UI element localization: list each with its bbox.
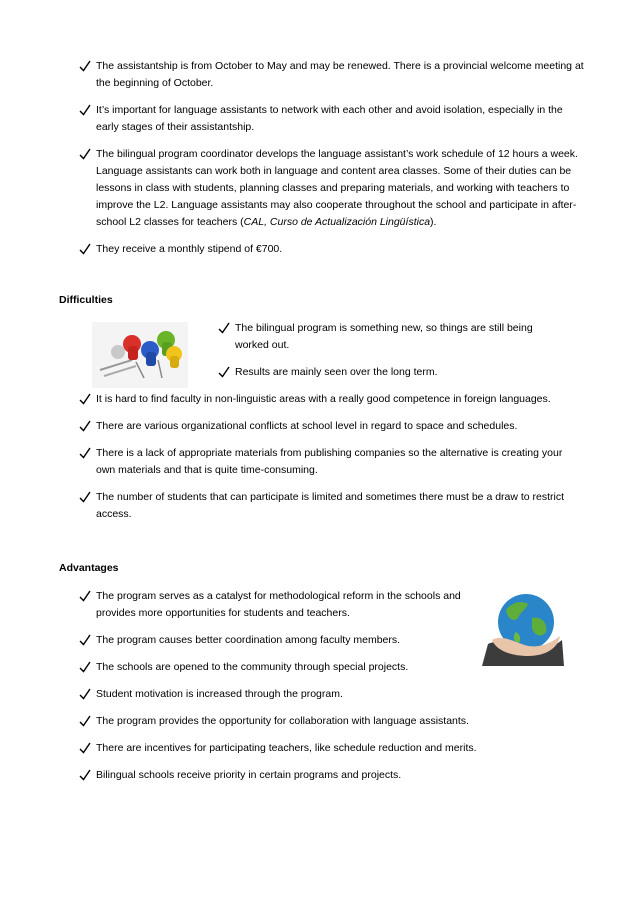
list-item-text: Results are mainly seen over the long term.: [235, 366, 438, 378]
list-item-text: The schools are opened to the community through special projects.: [96, 661, 409, 673]
checkmark-icon: [79, 489, 91, 506]
list-item: [59, 740, 584, 757]
difficulties-heading: Difficulties: [59, 294, 113, 306]
list-item: [198, 320, 558, 354]
list-item-text: The number of students that can participate is limited and sometimes there must be a draw to restrict access.: [96, 491, 565, 520]
list-item-text: The program causes better coordination among faculty members.: [96, 634, 401, 646]
cal-italic: CAL, Curso de Actualización Lingüística: [243, 216, 431, 228]
checkmark-icon: [79, 740, 91, 757]
list-item: [59, 445, 584, 479]
list-item: [59, 241, 584, 258]
intro-list: [59, 58, 584, 258]
list-item-text: There are various organizational conflicts at school level in regard to space and schedules.: [96, 420, 518, 432]
list-item-text: There is a lack of appropriate materials from publishing companies so the alternative is creating your own materials and that is quite time-consuming.: [96, 447, 563, 476]
list-item-text: There are incentives for participating teachers, like schedule reduction and merits.: [96, 742, 477, 754]
list-item-text: The bilingual program is something new, so things are still being worked out.: [235, 322, 533, 351]
list-item-text: The assistantship is from October to May and may be renewed. There is a provincial welcome meeting at the beginning of October.: [96, 60, 584, 89]
list-item-text: The program provides the opportunity for collaboration with language assistants.: [96, 715, 469, 727]
list-item: [59, 659, 584, 676]
list-item-text: The program serves as a catalyst for methodological reform in the schools and provides more opportunities for students and teachers.: [96, 590, 461, 619]
list-item: [59, 713, 584, 730]
list-item: [59, 418, 584, 435]
list-item-text: It is hard to find faculty in non-linguistic areas with a really good competence in foreign languages.: [96, 393, 551, 405]
difficulties-list: [59, 391, 584, 523]
advantages-heading: Advantages: [59, 562, 119, 574]
list-item: [59, 102, 584, 136]
checkmark-icon: [79, 713, 91, 730]
difficulties-list-top: [198, 320, 558, 381]
advantages-list: [59, 588, 584, 784]
list-item: [59, 686, 584, 703]
list-item: [59, 588, 476, 622]
list-item: [59, 391, 584, 408]
checkmark-icon: [218, 364, 230, 381]
checkmark-icon: [79, 767, 91, 784]
list-item-text: It’s important for language assistants to network with each other and avoid isolation, especially in the early stages of their assistantship.: [96, 104, 563, 133]
checkmark-icon: [79, 241, 91, 258]
list-item-text: They receive a monthly stipend of €700.: [96, 243, 283, 255]
checkmark-icon: [79, 686, 91, 703]
pushpins-image: [92, 322, 188, 388]
list-item-text: Student motivation is increased through the program.: [96, 688, 343, 700]
list-item-text: The bilingual program coordinator develops the language assistant’s work schedule of 12 hours a week. Language assistants can work both in language and content area classes. Some of their duties can be lessons in class with students, planning classes and preparing materials, and working with teachers to improve the L2. Language assistants may also cooperate throughout the school and participate in after-school L2 classes for teachers (: [96, 148, 578, 228]
list-item: [59, 767, 584, 784]
checkmark-icon: [79, 146, 91, 163]
checkmark-icon: [79, 391, 91, 408]
cal-tail: ).: [430, 216, 437, 228]
list-item: [198, 364, 558, 381]
list-item: [59, 489, 584, 523]
checkmark-icon: [79, 632, 91, 649]
list-item: [59, 146, 584, 231]
checkmark-icon: [79, 102, 91, 119]
list-item: [59, 58, 584, 92]
list-item: [59, 632, 584, 649]
checkmark-icon: [79, 445, 91, 462]
checkmark-icon: [218, 320, 230, 337]
checkmark-icon: [79, 659, 91, 676]
checkmark-icon: [79, 588, 91, 605]
checkmark-icon: [79, 58, 91, 75]
checkmark-icon: [79, 418, 91, 435]
list-item-text: Bilingual schools receive priority in certain programs and projects.: [96, 769, 402, 781]
